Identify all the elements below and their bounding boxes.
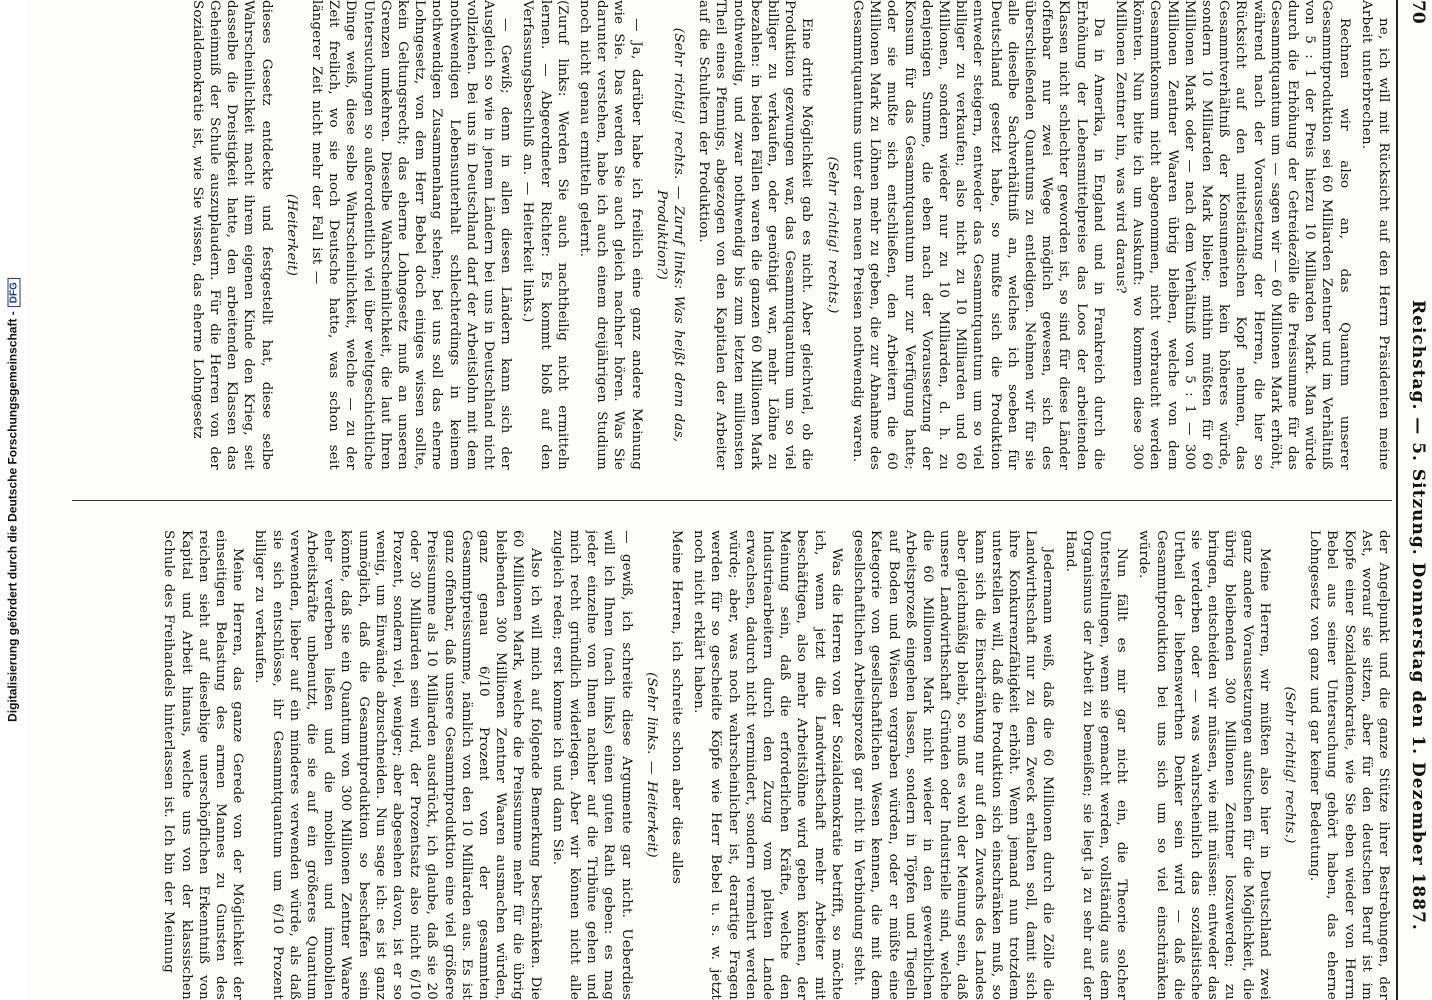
right-column-paragraph: Jedermann weiß, daß die 60 Millionen durch die Zölle die Landwirthschaft nur zu dem Zweck erhalten soll, damit sich ihre Konkurrenzfähigkeit erhöht. Wenn jemand nun trotzdem unterstellen will, daß die Produktion sich einschränken muß, so kann sich die Einschränkung nur auf den Zuwachs des Landes aber gleichmäßig bleibt, so muß es wohl der Meinung sein, daß unsere Landwirthschaft Gründen oder Industrielle sind, welche die 60 Millionen Mark nicht wieder in den gewerblichen Arbeitsprozeß eingehen lassen, sondern in Töpfen und Tiegeln auf Boden und Wiesen vergraben würden, oder er müßte eine Kategorie von gesellschaftlichen Wesen kennen, die mit dem gesellschaftlichen Arbeitsprozeß gar nicht in Verbindung steht. <box>851 530 1056 1000</box>
left-column-paragraph: Eine dritte Möglichkeit gab es nicht. Aber gleichviel, ob die Produktion gezwungen war, das Gesammtquantum um so viel billiger zu verkaufen, oder genöthigt war, mehr Löhne zu bezahlen: in beiden Fällen waren die ganzen 60 Millionen Mark nothwendig, und zwar nothwendig bis zum letzten millionsten Theil eines Pfennigs, abgezogen von den Kapitalen der Arbeiter auf die Schultern der Produktion. <box>696 0 815 470</box>
left-column-paragraph: Da in Amerika, in England und in Frankreich durch die Erhöhung der Lebensmittelpreise das Loos der arbeitenden Klassen nicht schlechter geworden ist, so sind für diese Länder offenbar nur zwei Wege möglich gewesen, sich des überschießenden Quantums zu entledigen. Nehmen wir für sie alle dieselbe Sachverhältniß an, welches ich soeben für Deutschland gesetzt habe, so mußte sich die Produktion entweder steigern, entweder das Gesammtquantum um so viel billiger zu verkaufen; also nicht zu 10 Milliarden und 60 Millionen, sondern wieder nur zu 10 Milliarden, d. h. zu denjenigen Summe, die eben nach der Voraussetzung der Konsum für das Gesammtquantum nur zur Verfügung hatte; oder sie mußte sich entschließen, den Arbeitern die 60 Millionen Mark zu Löhnen mehr zu geben, die zur Abnahme des Gesammtquantums unter den neuen Preisen nothwendig waren. <box>849 0 1106 470</box>
right-column-paragraph: Meine Herren, ich schreite schon aber dies alles <box>669 530 685 884</box>
right-column-paragraph: der Angelpunkt und die ganze Stütze ihrer Bestrebungen, der Ast, worauf sie sitzen, aber für den deutschen Beruf ist im Kopfe einer Sozialdemokratie, wie Sie eben wieder von Herrn Bebel aus seiner Untersuchung gehört haben, das eherne Lohngesetz von ganz und gar keiner Bedeutung. <box>1307 530 1391 1000</box>
right-column-paragraph: Also ich will mich auf folgende Bemerkung beschränken. Die 60 Millionen Mark, welche die Preissumme mehr für die übrig bleibenden 300 Millionen Zentner Waaren ausmachen würden, ganz genau 6/10 Prozent von der gesammten Gesammtpreissumme, nämlich von den 10 Milliarden aus. Es ist ganz offenbar, daß unsere Gesammtproduktion eine viel größere Preissumme als 10 Milliarden ausdrückt, ich glaube, daß sie 20 oder 30 Milliarden sein wird, der Prozentsatz also nicht 6/10 Prozent, sondern viel, weniger; aber abgesehen davon, ist er so wenig, um Einwände abzuschneiden. Nun sage ich: es ist ganz unmöglich, daß die Gesammtproduktion so beschaffen sein könnte, daß sie ein Quantum von 300 Millionen Zentner Waare eher verderben ließen und die mobilen und immobilen Arbeitskräfte unbenutzt, die sie auf ein größeres Quantum verwenden, lieber auf ein minderes verwenden würde, als daß sie sich entschlösse, ihr Gesammtquantum um 6/10 Prozent billiger zu verkaufen. <box>252 530 543 1000</box>
right-column-paragraph: (Sehr richtig! rechts.) <box>1281 686 1297 844</box>
left-column-paragraph: dieses Gesetz entdeckte und festgestellt hat, diese selbe Wahrscheinlichkeit macht ihrem eigenen Kinde den Krieg, seit dasselbe die Dreistigkeit hatte, den arbeitenden Klassen das Geheimniß der Schule auszuplaudern. Für die Herren von der Sozialdemokratie ist, wie Sie wissen, das eherne Lohngesetz <box>189 0 274 470</box>
right-text-column <box>72 530 1392 1000</box>
right-column-paragraph: Nun fällt es mir gar nicht ein, die Theorie solcher Unterstellungen, wenn sie gemacht werden, vollständig aus dem Organismus der Arbeit zu bemeißen; sie liegt ja zu sehr auf der Hand. <box>1062 530 1130 1000</box>
right-column-paragraph: Was die Herren von der Sozialdemokratie betrifft, so möchte ich, wenn jetzt die Landwirthschaft mehr Arbeiter mit beschäftigen, also mehr Arbeitslöhne wird geben können, der Meinung sein, daß die erforderlichen Kräfte, welche den Industriearbeitern durch den Zuzug vom platten Lande erwachsen, dadurch nicht vermindert, sondern vermehrt werden würde; aber, was noch wahrscheinlicher ist, derartige Fragen werden für so gescheidte Köpfe wie Herr Bebel u. s. w. jetzt noch nicht erklärt haben. <box>691 530 844 1000</box>
right-column-paragraph: — gewiß, ich schreite diese Argumente gar nicht. Ueberdies will ich Ihnen (nach links) einen guten Rath geben: es mag jeder einzelne von Ihnen nachher auf die Tribüne gehen und mich recht gründlich widerlegen. Aber wir können nicht alle zugleich reden; erst komme ich und dann Sie. <box>549 530 634 1000</box>
digitization-footer <box>0 0 26 1000</box>
left-column-paragraph: — Gewiß; denn in allen diesen Ländern kann sich der Ausgleich so wie in jenem Ländern bei uns in Deutschland nicht vollziehen. Bei uns in Deutschland darf der Arbeitslohn mit dem nothwendigen Lebensunterhalt schlechterdings in keinem nothwendigen Zusammenhang stehen; bei uns soll das eherne Lohngesetz, von dem Herr Bebel doch einiges wissen sollte, kein Geltungsrecht; das eherne Lohngesetz muß an unseren Grenzen umkehren. Dieselbe Wahrscheinlichkeit, die laut Ihren Untersuchungen so außerordentlich viel über weltgeschichtliche Dinge weiß, diese selbe Wahrscheinlichkeit, welche — zu der Zeit freilich, wo sie noch Deutsche hatte, was schon seit längerer Zeit nicht mehr der Fall ist — <box>309 0 514 470</box>
page-number: 70 <box>1408 0 1428 24</box>
left-column-paragraph: (Heiterkeit) <box>283 193 299 277</box>
digitization-note <box>6 278 21 722</box>
header-rule <box>1396 0 1398 1000</box>
digitization-note-text: Digitalisierung gefördert durch die Deutsche Forschungsgemeinschaft - <box>5 311 20 722</box>
left-column-paragraph: Rechnen wir also an, das Quantum unserer Gesammtproduktion sei 60 Milliarden Zentner und im Verhältniß von 5 : 1 der Preis hierzu 10 Milliarden Mark. Man würde durch die Erhöhung der Getreidezölle die Preissumme für das Gesammtquantum um — sagen wir — 60 Millionen Mark erhöht, während nach der Voraussetzung der Herren, die hier so Rücksicht auf den mittelständischen Kopf nehmen, das Gesammtverhältniß der Konsumenten kein höheres würde, sondern 10 Milliarden Mark bliebe; mithin müßten für 60 Millionen Mark oder — nach dem Verhältniß von 5 : 1 — 300 Millionen Zentner Waaren übrig bleiben, welche von dem Gesammtkonsum nicht abgenommen, nicht verbraucht werden könnten. Nun bitte ich um Auskunft: wo kommen diese 300 Millionen Zentner hin, was wird daraus? <box>1112 0 1352 470</box>
left-text-column <box>72 0 1392 470</box>
dfg-logo: DFG <box>8 278 21 307</box>
left-column-paragraph: (Zuruf links: Werden Sie auch nachtheilig nicht ermitteln lernen. — Abgeordneter Richter: Es kommt bloß auf den Verfassungsbeschluß an. — Heiterkeit links.) <box>520 0 570 470</box>
running-head: Reichstag. — 5. Sitzung. Donnerstag den 1. Dezember 1887. <box>1408 300 1428 931</box>
right-column-paragraph: (Sehr links. — Heiterkeit) <box>643 672 659 858</box>
column-divider <box>72 500 1392 501</box>
left-column-paragraph: (Sehr richtig! rechts.) <box>824 156 840 314</box>
left-column-paragraph: (Sehr richtig! rechts. — Zuruf links: Was heißt denn das, Produktion?) <box>653 27 687 443</box>
left-column-paragraph: — Ja, darüber habe ich freilich eine ganz andere Meinung wie Sie. Das werden Sie auch gleich nachher hören. Was Sie darunter verstehen, habe ich auch einem dreijährigen Studium noch nicht genau ermitteln gelernt. <box>577 0 644 470</box>
left-column-paragraph: ne, ich will mit Rücksicht auf den Herrn Präsidenten meine Arbeit unterbrechen. <box>1358 0 1391 470</box>
right-column-paragraph: Meine Herren, wir müßten also hier in Deutschland zwei ganz andere Voraussetzungen aufsuchen für die Möglichkeit, die übrig bleibenden 300 Millionen Zentner loszuwerden; zu bringen, entscheiden wir müssen, wie mit müssen: entweder das sie verderben oder — was wahrscheinlich das sozialistische Urtheil der liebenswerthen Denker sein wird — daß die Gesammtproduktion bei uns sich um so viel einschränken würde. <box>1136 530 1272 1000</box>
right-column-paragraph: Meine Herren, das ganze Gerede von der Möglichkeit der einseitigen Belastung des armen Mannes zu Gunsten des reichen sieht auf dieselbige unerschöpflichen Erkenntniß von Kapital und Arbeit hinaus, welche uns von der klassischen Schule des Freihandels hinterlassen ist. Ich bin der Meinung <box>161 530 246 1000</box>
